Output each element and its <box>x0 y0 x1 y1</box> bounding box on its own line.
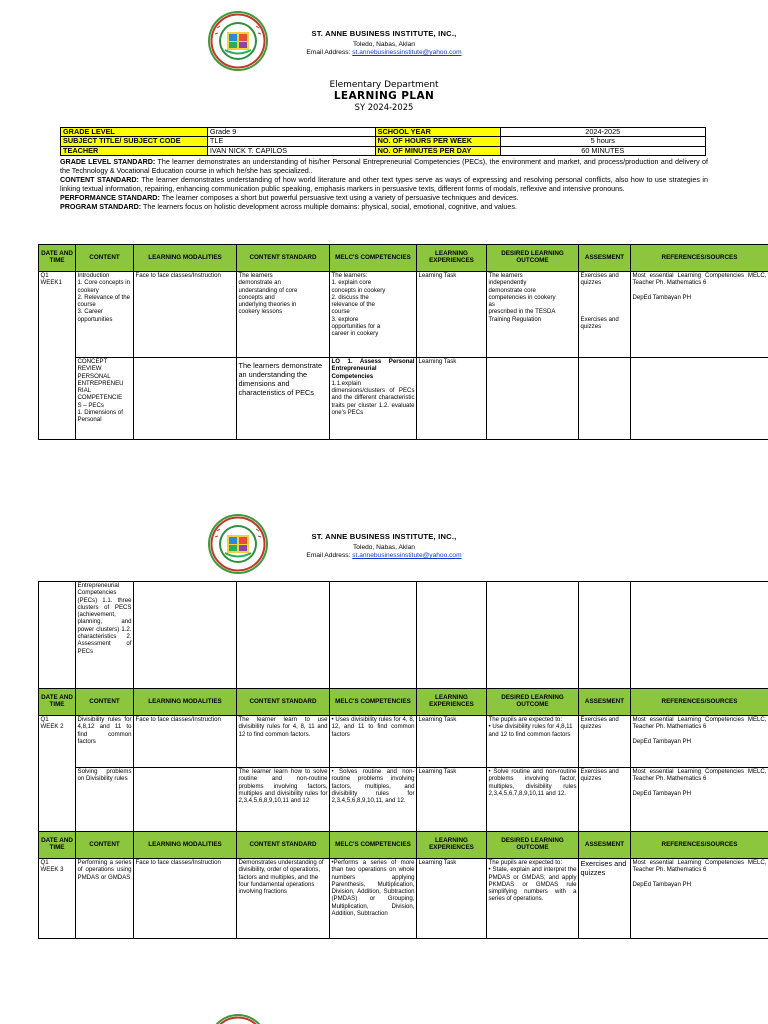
header-content-standard: CONTENT STANDARD <box>237 832 330 859</box>
week2-week3-table <box>38 581 768 939</box>
school-seal-logo <box>207 10 269 72</box>
content-cell: Solving problems on Divisibility rules <box>76 768 134 832</box>
header-experiences: LEARNING EXPERIENCES <box>417 689 487 716</box>
plan-heading <box>0 80 768 112</box>
modalities-cell <box>134 768 237 832</box>
header-melc: MELC'S COMPETENCIES <box>330 689 417 716</box>
program-standard: PROGRAM STANDARD: The learners focus on holistic development across multiple domains: physical, social, emotional, cognitive, and values. <box>60 202 517 211</box>
header-date: DATE AND TIME <box>39 832 76 859</box>
modalities-cell: Face to face classes/Instruction <box>134 272 237 358</box>
experience-cell: Learning Task <box>417 859 487 939</box>
hours-label: NO. OF HOURS PER WEEK <box>375 137 500 146</box>
header-outcome: DESIRED LEARNING OUTCOME <box>487 245 579 272</box>
experience-cell: Learning Task <box>417 716 487 768</box>
content-cell: Introduction 1. Core concepts in cookery 2. Relevance of the course 3. Career opportunities <box>76 272 134 358</box>
school-year-label: SCHOOL YEAR <box>375 128 500 137</box>
modalities-cell <box>134 358 237 440</box>
references-cell: Most essential Learning Competencies MELC, Teacher Ph. Mathematics 6 DepEd Tambayan PH <box>631 716 768 768</box>
content-standard-cell: The learner learn to use divisibility rules for 4, 8, 11 and 12 to find common factors. <box>237 716 330 768</box>
date-cell: Q1 WEEK 2 <box>39 716 76 832</box>
header-experiences: LEARNING EXPERIENCES <box>417 832 487 859</box>
org-block <box>272 29 496 56</box>
outcome-cell: The learners independently demonstrate core competencies in cookery as prescribed in the TESDA Training Regulation <box>487 272 579 358</box>
assessment-cell: Exercises and quizzes Exercises and quizzes <box>579 272 631 358</box>
content-standard-cell: The learners demonstrate an understanding of core concepts and underlying theories in cookery lessons <box>237 272 330 358</box>
modalities-cell: Face to face classes/Instruction <box>134 716 237 768</box>
header-date: DATE AND TIME <box>39 689 76 716</box>
teacher-value: IVAN NICK T. CAPILOS <box>207 146 375 155</box>
assessment-cell <box>579 358 631 440</box>
table-row <box>39 272 768 358</box>
minutes-label: NO. OF MINUTES PER DAY <box>375 146 500 155</box>
grade-level-value: Grade 9 <box>207 128 375 137</box>
references-cell: Most essential Learning Competencies MELC, Teacher Ph. Mathematics 6 DepEd Tambayan PH <box>631 859 768 939</box>
page-2 <box>0 500 768 930</box>
experience-cell <box>417 582 487 689</box>
table-row <box>39 716 768 768</box>
melc-cell: •Performs a series of more than two operations on whole numbers applying Parenthesis, Multiplication, Division, Addition, Subtraction (PMDAS) or Grouping, Multiplication, Division, Addition, Subtraction <box>330 859 417 939</box>
header-assessment: ASSESMENT <box>579 689 631 716</box>
modalities-cell: Face to face classes/Instruction <box>134 859 237 939</box>
melc-cell <box>330 358 417 440</box>
outcome-cell: The pupils are expected to: • State, explain and interpret the PMDAS or GMDAS; and apply PKMDAS or GMDAS rule simplifying numbers with a series of operations. <box>487 859 579 939</box>
content-standard-cell: The learner learn how to solve routine and non-routine problems involving factors, multiples and divisibility rules for 2,3,4,5,6,8,9,10,11 and 12 <box>237 768 330 832</box>
date-cell: Q1 WEEK1 <box>39 272 76 440</box>
date-cell <box>39 582 76 689</box>
content-standard: CONTENT STANDARD: The learner demonstrates understanding of how world literature and other text types serve as ways of expressing and resolving personal conflicts, also how to use strategies in linking textual information, repairing, enhancing communication public speaking, emphasis markers in persuasive texts, different forms of modals, reflexive and intensive pronouns. <box>60 175 708 193</box>
table-row <box>39 582 768 689</box>
institution-name: ST. ANNE BUSINESS INSTITUTE, INC., <box>311 532 457 541</box>
modalities-cell <box>134 582 237 689</box>
experience-cell: Learning Task <box>417 358 487 440</box>
outcome-cell: The pupils are expected to: • Use divisibility rules for 4,8,11 and 12 to find common factors <box>487 716 579 768</box>
outcome-cell: • Solve routine and non-routine problems involving factor, multiples, divisibility rules 2,3,4,5,6,7,8,9,10,11 and 12. <box>487 768 579 832</box>
assessment-cell: Exercises and quizzes <box>579 859 631 939</box>
experience-cell: Learning Task <box>417 272 487 358</box>
school-seal-logo <box>207 513 269 575</box>
table-row <box>39 358 768 440</box>
references-cell <box>631 582 768 689</box>
grade-level-standard: GRADE LEVEL STANDARD: The learner demonstrates an understanding of his/her Personal Entrepreneurial Competencies (PECs), the environment and market, and process/production and delivery of the Technology & Vocational Education course in which he/she has specialized.. <box>60 158 708 175</box>
teacher-label: TEACHER <box>61 146 208 155</box>
header-date: DATE AND TIME <box>39 245 76 272</box>
outcome-cell <box>487 358 579 440</box>
header-references: REFERENCES/SOURCES <box>631 689 768 716</box>
melc-cell: • Solves routine and non-routine problems involving factors, multiples, and divisibility rules for 2,3,4,5,6,8,9,10,11, and 12. <box>330 768 417 832</box>
references-cell: Most essential Learning Competencies MELC, Teacher Ph. Mathematics 6 DepEd Tambayan PH <box>631 272 768 358</box>
school-year-heading: SY 2024-2025 <box>354 102 414 112</box>
melc-cell <box>330 582 417 689</box>
letterhead <box>0 10 768 70</box>
header-outcome: DESIRED LEARNING OUTCOME <box>487 689 579 716</box>
institution-address: Toledo, Nabas, Aklan <box>353 544 415 551</box>
header-assessment: ASSESMENT <box>579 245 631 272</box>
plan-title: LEARNING PLAN <box>333 90 435 102</box>
table-header-row <box>39 832 768 859</box>
institution-email <box>272 552 496 559</box>
department-name: Elementary Department <box>329 80 439 90</box>
melc-lo-body: 1.1.explain dimensions/clusters of PECs and the different characteristic traits per cluster 1.2. evaluate one's PECs <box>331 379 415 417</box>
institution-email <box>272 49 496 56</box>
table-header-row <box>39 245 768 272</box>
content-standard-cell: Demonstrates understanding of divisibility, order of operations, factors and multiples, and the four fundamental operations involving fractions <box>237 859 330 939</box>
header-modalities: LEARNING MODALITIES <box>134 245 237 272</box>
header-references: REFERENCES/SOURCES <box>631 832 768 859</box>
header-content: CONTENT <box>76 689 134 716</box>
header-melc: MELC'S COMPETENCIES <box>330 832 417 859</box>
header-modalities: LEARNING MODALITIES <box>134 832 237 859</box>
melc-lo-title: LO 1. Assess Personal Entrepreneurial Competencies <box>331 358 415 380</box>
school-year-value: 2024-2025 <box>500 128 705 137</box>
header-content: CONTENT <box>76 245 134 272</box>
references-cell: Most essential Learning Competencies MELC, Teacher Ph. Mathematics 6 DepEd Tambayan PH <box>631 768 768 832</box>
email-link[interactable]: st.annebusinessinstitute@yahoo.com <box>352 49 462 56</box>
content-standard-cell <box>237 582 330 689</box>
org-block <box>272 532 496 559</box>
assessment-cell: Exercises and quizzes <box>579 716 631 768</box>
header-references: REFERENCES/SOURCES <box>631 245 768 272</box>
content-cell: Performing a series of operations using PMDAS or GMDAS <box>76 859 134 939</box>
references-cell <box>631 358 768 440</box>
experience-cell: Learning Task <box>417 768 487 832</box>
header-outcome: DESIRED LEARNING OUTCOME <box>487 832 579 859</box>
melc-cell: • Uses divisibility rules for 4, 8, 12, and 11 to find common factors <box>330 716 417 768</box>
standards-block <box>60 158 708 211</box>
header-melc: MELC'S COMPETENCIES <box>330 245 417 272</box>
institution-name: ST. ANNE BUSINESS INSTITUTE, INC., <box>311 29 457 38</box>
header-modalities: LEARNING MODALITIES <box>134 689 237 716</box>
subject-label: SUBJECT TITLE/ SUBJECT CODE <box>61 137 208 146</box>
letterhead <box>0 513 768 573</box>
subject-value: TLE <box>207 137 375 146</box>
header-content-standard: CONTENT STANDARD <box>237 245 330 272</box>
header-content-standard: CONTENT STANDARD <box>237 689 330 716</box>
content-cell: Divisibility rules for 4,8,12 and 11 to find common factors <box>76 716 134 768</box>
header-content: CONTENT <box>76 832 134 859</box>
minutes-value: 60 MINUTES <box>500 146 705 155</box>
header-assessment: ASSESMENT <box>579 832 631 859</box>
page-1 <box>0 0 768 490</box>
outcome-cell <box>487 582 579 689</box>
school-seal-logo <box>207 1013 269 1024</box>
week1-table <box>38 244 768 440</box>
performance-standard: PERFORMANCE STANDARD: The learner composes a short but powerful persuasive text using a variety of persuasive techniques and devices. <box>60 193 519 202</box>
header-experiences: LEARNING EXPERIENCES <box>417 245 487 272</box>
hours-value: 5 hours <box>500 137 705 146</box>
email-label: Email Address: <box>306 49 353 56</box>
assessment-cell <box>579 582 631 689</box>
email-link[interactable]: st.annebusinessinstitute@yahoo.com <box>352 552 462 559</box>
email-label: Email Address: <box>306 552 353 559</box>
page-3-partial <box>0 1010 768 1024</box>
info-table <box>60 127 706 156</box>
table-row <box>39 859 768 939</box>
grade-level-label: GRADE LEVEL <box>61 128 208 137</box>
assessment-cell: Exercises and quizzes <box>579 768 631 832</box>
melc-cell: The learners: 1. explain core concepts in cookery 2. discuss the relevance of the course 3. explore opportunities for a career in cookery <box>330 272 417 358</box>
date-cell: Q1 WEEK 3 <box>39 859 76 939</box>
table-header-row <box>39 689 768 716</box>
content-cell: CONCEPT REVIEW PERSONAL ENTREPRENEU RIAL COMPETENCIE S – PECs 1. Dimensions of Personal <box>76 358 134 440</box>
content-standard-cell: The learners demonstrate an understanding the dimensions and characteristics of PECs <box>237 358 330 440</box>
content-cell: Entrepreneurial Competencies (PECs) 1.1. three clusters of PECS (achievement, planning, and power clusters) 1.2. characteristics 2. Assessment of PECs <box>76 582 134 689</box>
table-row <box>39 768 768 832</box>
institution-address: Toledo, Nabas, Aklan <box>353 41 415 48</box>
